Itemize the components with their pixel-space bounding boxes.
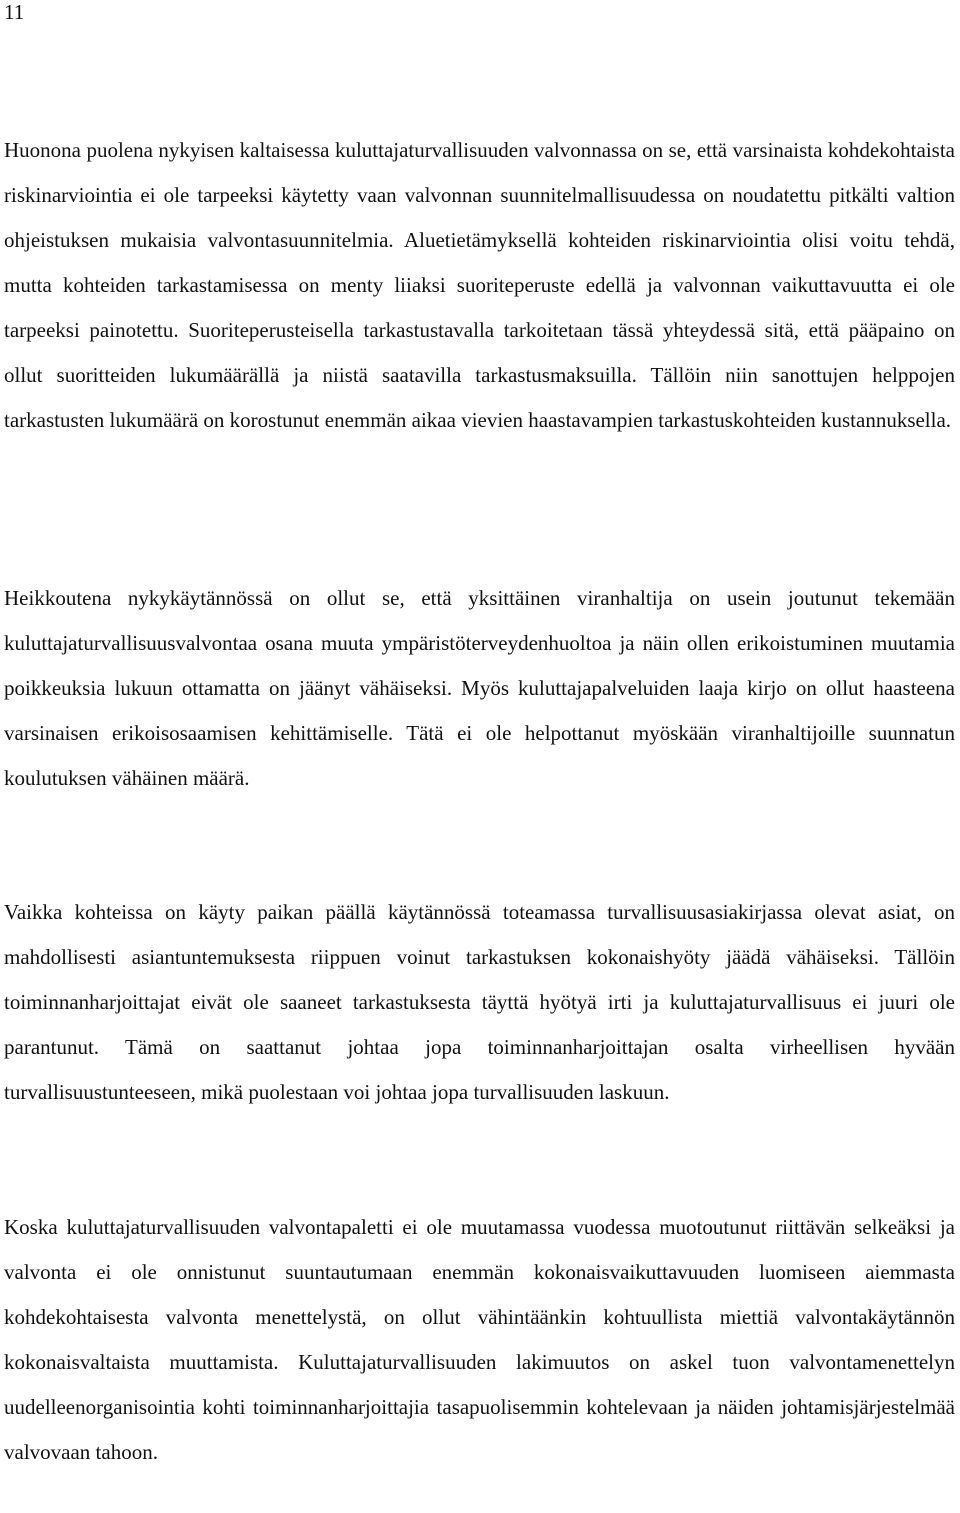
paragraph-weakness-in-current-practice: Heikkoutena nykykäytännössä on ollut se, että yksittäinen viranhaltija on usein joutunut tekemään kuluttajaturvallisuusvalvontaa osana muuta ympäristöterveydenhuoltoa ja näin ollen erikoistuminen muutamia poikkeuksia lukuun ottamatta on jäänyt vähäiseksi. Myös kuluttajapalveluiden laaja kirjo on ollut haasteena varsinaisen erikoisosaamisen kehittämiselle. Tätä ei ole helpottanut myöskään viranhaltijoille suunnatun koulutuksen vähäinen määrä.: [4, 586, 955, 790]
page-number: 11: [4, 0, 25, 24]
paragraph-law-change: Koska kuluttajaturvallisuuden valvontapaletti ei ole muutamassa vuodessa muotoutunut riittävän selkeäksi ja valvonta ei ole onnistunut suuntautumaan enemmän kokonaisvaikuttavuuden luomiseen aiemmasta kohdekohtaisesta valvonta menettelystä, on ollut vähintäänkin kohtuullista miettiä valvontakäytännön kokonaisvaltaista muuttamista. Kuluttajaturvallisuuden lakimuutos on askel tuon valvontamenettelyn uudelleenorganisointia kohti toiminnanharjoittajia tasapuolisemmin kohtelevaan ja näiden johtamisjärjestelmää valvovaan tahoon.: [4, 1215, 955, 1464]
paragraph-inspection-benefit: Vaikka kohteissa on käyty paikan päällä käytännössä toteamassa turvallisuusasiakirjassa olevat asiat, on mahdollisesti asiantuntemuksesta riippuen voinut tarkastuksen kokonaishyöty jäädä vähäiseksi. Tällöin toiminnanharjoittajat eivät ole saaneet tarkastuksesta täyttä hyötyä irti ja kuluttajaturvallisuus ei juuri ole parantunut. Tämä on saattanut johtaa jopa toiminnanharjoittajan osalta virheellisen hyvään turvallisuustunteeseen, mikä puolestaan voi johtaa jopa turvallisuuden laskuun.: [4, 900, 955, 1104]
paragraph-weaknesses-of-current-supervision: Huonona puolena nykyisen kaltaisessa kuluttajaturvallisuuden valvonnassa on se, että varsinaista kohdekohtaista riskinarviointia ei ole tarpeeksi käytetty vaan valvonnan suunnitelmallisuudessa on noudatettu pitkälti valtion ohjeistuksen mukaisia valvontasuunnitelmia. Aluetietämyksellä kohteiden riskinarviointia olisi voitu tehdä, mutta kohteiden tarkastamisessa on menty liiaksi suoriteperuste edellä ja valvonnan vaikuttavuutta ei ole tarpeeksi painotettu. Suoriteperusteisella tarkastustavalla tarkoitetaan tässä yhteydessä sitä, että pääpaino on ollut suoritteiden lukumäärällä ja niistä saatavilla tarkastusmaksuilla. Tällöin niin sanottujen helppojen tarkastusten lukumäärä on korostunut enemmän aikaa vievien haastavampien tarkastuskohteiden kustannuksella.: [4, 138, 955, 432]
